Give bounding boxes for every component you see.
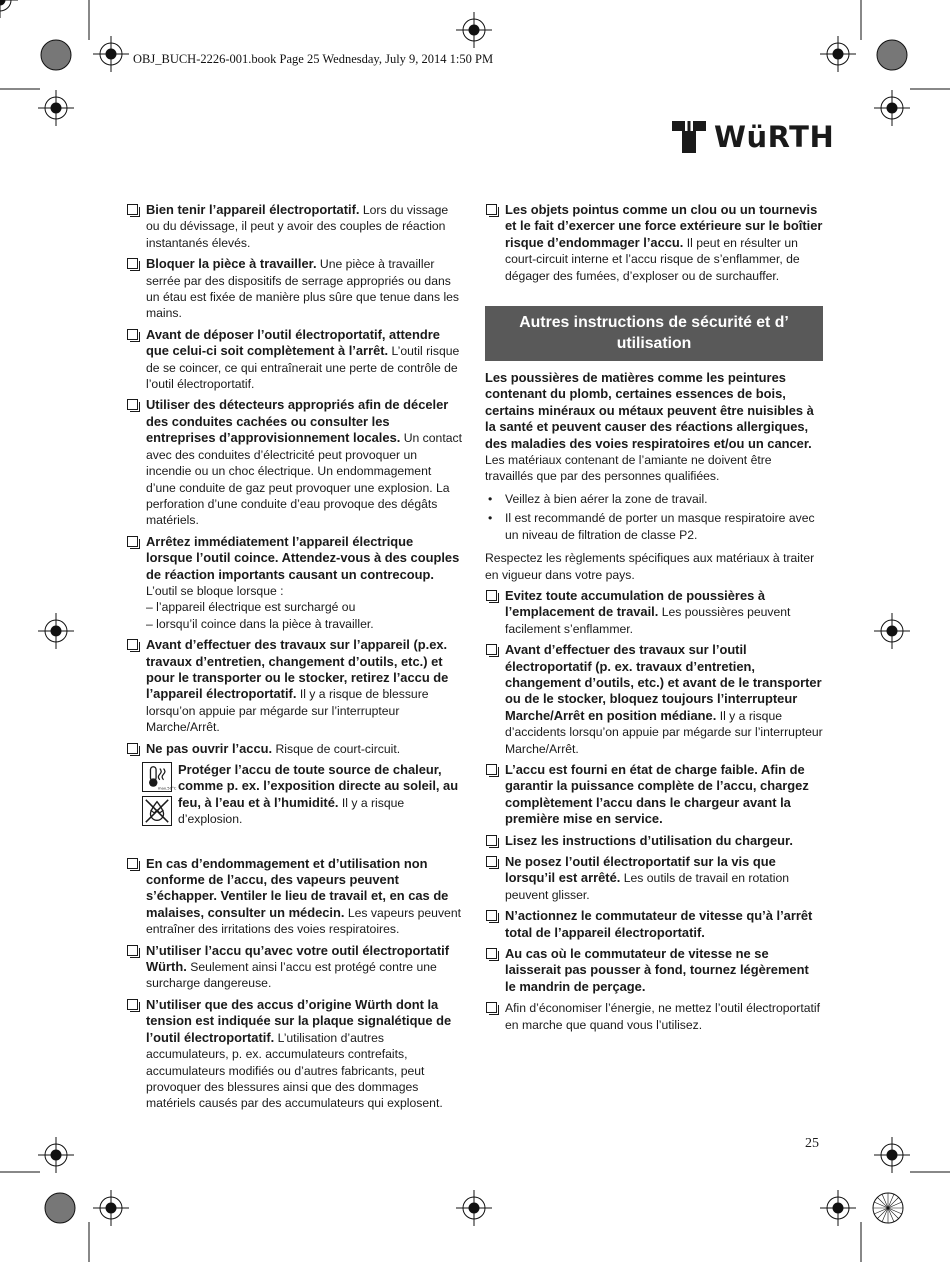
svg-text:max.50°C: max.50°C (157, 786, 177, 791)
list-item: Lisez les instructions d’utilisation du chargeur. (485, 833, 823, 849)
checkbox-icon (486, 856, 497, 867)
list-item: N’actionnez le commutateur de vitesse qu’à l’arrêt total de l’appareil électroportatif. (485, 908, 823, 941)
dash-item: – lorsqu’il coince dans la pièce à travailler. (146, 616, 374, 631)
bullet-item: • Il est recommandé de porter un masque respiratoire avec un niveau de filtration de classe P2. (485, 510, 823, 543)
right-column (485, 202, 823, 1038)
wurth-logo-icon (672, 121, 706, 153)
checkbox-icon (127, 743, 138, 754)
list-item: Utiliser des détecteurs appropriés afin de déceler des conduites cachées ou consulter les entreprises d’approvisionnement locales. Un contact avec des conduites d’électricité peut provoquer un incendie ou un choc électrique. Un endommagement d’une conduite de gaz peut provoquer une explosion. La perforation d’une conduite d’eau provoque des dégâts matériels. (126, 397, 462, 528)
checkbox-icon (486, 835, 497, 846)
heat-water-warning: max.50°C Protéger l’accu de toute source de chaleur, comme p. ex. l’exposition directe au soleil, au feu, à l’eau et à l’humidité. Il y a risque d’explosion. (142, 762, 462, 828)
checkbox-icon (486, 644, 497, 655)
brand-logo (672, 120, 834, 154)
checkbox-icon (127, 999, 138, 1010)
checkbox-icon (127, 639, 138, 650)
list-item: Evitez toute accumulation de poussières à l’emplacement de travail. Les poussières peuvent facilement s’enflammer. (485, 588, 823, 637)
checkbox-icon (127, 258, 138, 269)
list-item: Bien tenir l’appareil électroportatif. Lors du vissage ou du dévissage, il peut y avoir des couples de réaction instantanés élevés. (126, 202, 462, 251)
crosshair-icon (0, 0, 18, 18)
file-header: OBJ_BUCH-2226-001.book Page 25 Wednesday, July 9, 2014 1:50 PM (133, 52, 494, 66)
checkbox-icon (127, 204, 138, 215)
brand-name: WüRTH (714, 120, 835, 154)
list-item: Avant de déposer l’outil électroportatif, attendre que celui-ci soit complètement à l’arrêt. L’outil risque de se coincer, ce qui entraînerait une perte de contrôle de l’outil électroportatif. (126, 327, 462, 393)
list-item: Avant d’effectuer des travaux sur l’outil électroportatif (p. ex. travaux d’entretien, changement d’outils, etc.) et avant de le transporter ou de le stocker, bloquez toujours l’interrupteur Marche/Arrêt en position médiane. Il y a risque d’accidents lorsqu’on appuie par mégarde sur l’interrupteur Marche/Arrêt. (485, 642, 823, 757)
dash-item: – l’appareil électrique est surchargé ou (146, 600, 356, 615)
checkbox-icon (486, 910, 497, 921)
checkbox-icon (486, 764, 497, 775)
list-item: Ne pas ouvrir l’accu. Risque de court-circuit. (126, 741, 462, 757)
list-item: N’utiliser l’accu qu’avec votre outil électroportatif Würth. Seulement ainsi l’accu est protégé contre une surcharge dangereuse. (126, 943, 462, 992)
page-number: 25 (805, 1136, 819, 1151)
section-heading: Autres instructions de sécurité et d’ utilisation (485, 306, 823, 361)
list-item: En cas d’endommagement et d’utilisation non conforme de l’accu, des vapeurs peuvent s’échapper. Ventiler le lieu de travail et, en cas de malaises, consulter un médecin. Les vapeurs peuvent entraîner des irritations des voies respiratoires. (126, 856, 462, 938)
checkbox-icon (486, 590, 497, 601)
list-item: Bloquer la pièce à travailler. Une pièce à travailler serrée par des dispositifs de serrage appropriés ou dans un étau est fixée de manière plus sûre que tenue dans les mains. (126, 256, 462, 322)
checkbox-icon (127, 536, 138, 547)
checkbox-icon (127, 945, 138, 956)
checkbox-icon (127, 399, 138, 410)
checkbox-icon (486, 204, 497, 215)
checkbox-icon (486, 1002, 497, 1013)
list-item: Ne posez l’outil électroportatif sur la vis que lorsqu’il est arrêté. Les outils de travail en rotation peuvent glisser. (485, 854, 823, 903)
dust-warning: Les poussières de matières comme les peintures contenant du plomb, certaines essences de bois, certains minéraux ou métaux peuvent être nuisibles à la santé et peuvent causer des réactions allergiques, des maladies des voies respiratoires et/ou un cancer. Les matériaux contenant de l’amiante ne doivent être travaillés que par des personnes qualifiées. (485, 370, 814, 484)
left-column (126, 202, 462, 1117)
checkbox-icon (127, 858, 138, 869)
list-item: Les objets pointus comme un clou ou un tournevis et le fait d’exercer une force extérieure sur le boîtier risque d’endommager l’accu. Il peut en résulter un court-circuit interne et l’accu risque de s’enflammer, de dégager des fumées, d’exploser ou de surchauffer. (485, 202, 823, 284)
bullet-item: • Veillez à bien aérer la zone de travail. (485, 491, 823, 507)
list-item: Au cas où le commutateur de vitesse ne se laisserait pas pousser à fond, tournez légèrement le mandrin de perçage. (485, 946, 823, 995)
list-item: Arrêtez immédiatement l’appareil électrique lorsque l’outil coince. Attendez-vous à des couples de réaction importants causant un contrecoup. L’outil se bloque lorsque : – l’appareil électrique est surchargé ou – lorsqu’il coince dans la pièce à travailler. (126, 534, 462, 632)
list-item: L’accu est fourni en état de charge faible. Afin de garantir la puissance complète de l’accu, chargez complètement l’accu dans le chargeur avant la première mise en service. (485, 762, 823, 828)
checkbox-icon (127, 329, 138, 340)
list-item: N’utiliser que des accus d’origine Würth dont la tension est indiquée sur la plaque signalétique de l’outil électroportatif. L’utilisation d’autres accumulateurs, p. ex. accumulateurs contrefaits, accumulateurs modifiés ou d’autres fabricants, peut provoquer des blessures ainsi que des dommages matériels causés par des accumulateurs qui explosent. (126, 997, 462, 1112)
heat-warning-icon (142, 762, 177, 792)
list-item: Afin d’économiser l’énergie, ne mettez l’outil électroportatif en marche que quand vous l’utilisez. (485, 1000, 823, 1033)
no-water-icon (142, 796, 172, 826)
list-item: Avant d’effectuer des travaux sur l’appareil (p.ex. travaux d’entretien, changement d’outils, etc.) et pour le transporter ou le stocker, retirez l’accu de l’appareil électroportatif. Il y a risque de blessure lorsqu’on appuie par mégarde sur l’interrupteur Marche/Arrêt. (126, 637, 462, 735)
checkbox-icon (486, 948, 497, 959)
paragraph: Respectez les règlements spécifiques aux matériaux à traiter en vigueur dans votre pays. (485, 551, 815, 582)
